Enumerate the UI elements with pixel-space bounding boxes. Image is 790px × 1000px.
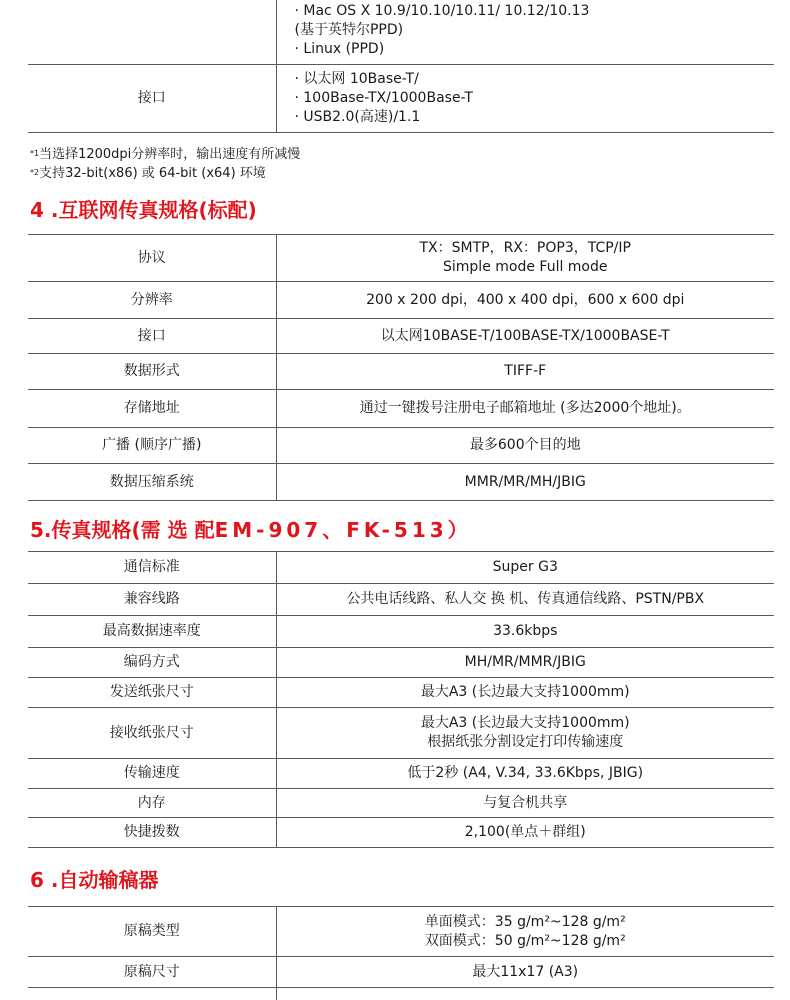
row-label: 原稿类型: [28, 907, 276, 957]
value-line: · 100Base-TX/1000Base-T: [294, 89, 473, 106]
row-value: 公共电话线路、私人交 换 机、传真通信线路、PSTN/PBX: [276, 584, 774, 616]
row-label: 广播 (顺序广播): [28, 428, 276, 464]
table-row: [28, 988, 774, 1000]
table-row: [28, 464, 774, 501]
table-row: [28, 907, 774, 957]
table-row: [28, 235, 774, 282]
row-value: 最大A3 (长边最大支持1000mm): [276, 678, 774, 708]
row-label: [28, 0, 276, 64]
value-line: · 以太网 10Base-T/: [294, 70, 419, 87]
row-label: 编码方式: [28, 648, 276, 678]
table-row: [28, 584, 774, 616]
section-title-model: EM-907、FK-513）: [214, 518, 472, 542]
row-label: 快捷拨数: [28, 818, 276, 848]
row-value: [276, 0, 774, 64]
table-row: [28, 64, 774, 132]
row-value: [276, 988, 774, 1000]
section-title: 4 .互联网传真规格(标配): [30, 198, 257, 222]
row-label: 存储地址: [28, 390, 276, 428]
table-row: [28, 319, 774, 354]
row-value: TIFF-F: [276, 354, 774, 390]
row-label: [28, 988, 276, 1000]
footnote-text: 支持32-bit(x86) 或 64-bit (x64) 环境: [39, 166, 266, 181]
table-row: [28, 648, 774, 678]
row-value: 通过一键拨号注册电子邮箱地址 (多达2000个地址)。: [276, 390, 774, 428]
table-row: [28, 428, 774, 464]
row-label: 数据形式: [28, 354, 276, 390]
row-label: 传输速度: [28, 759, 276, 789]
table-row: [28, 818, 774, 848]
row-label: 协议: [28, 235, 276, 282]
row-label: 分辨率: [28, 282, 276, 319]
row-label: 发送纸张尺寸: [28, 678, 276, 708]
row-label: 接收纸张尺寸: [28, 708, 276, 759]
table-row: [28, 354, 774, 390]
os-interface-table: [28, 0, 774, 133]
table-row: [28, 759, 774, 789]
row-value: MMR/MR/MH/JBIG: [276, 464, 774, 501]
row-value: 最多600个目的地: [276, 428, 774, 464]
row-value: MH/MR/MMR/JBIG: [276, 648, 774, 678]
value-line: 单面模式：35 g/m²~128 g/m²: [424, 913, 626, 930]
footnote-mark: *2: [30, 168, 40, 177]
value-line: (基于英特尔PPD): [294, 22, 404, 39]
row-value: 200 x 200 dpi，400 x 400 dpi，600 x 600 dpi: [276, 282, 774, 319]
footnote: [30, 164, 266, 183]
table-row: [28, 957, 774, 988]
row-value: 以太网10BASE-T/100BASE-TX/1000BASE-T: [276, 319, 774, 354]
table-row: [28, 708, 774, 759]
section-title-prefix: 5.传真规格(需 选 配: [30, 518, 215, 542]
table-row: [28, 0, 774, 64]
value-line: 最大A3 (长边最大支持1000mm): [420, 715, 630, 731]
row-value: 低于2秒 (A4, V.34, 33.6Kbps, JBIG): [276, 759, 774, 789]
table-row: [28, 390, 774, 428]
row-label: 兼容线路: [28, 584, 276, 616]
row-value: 最大11x17 (A3): [276, 957, 774, 988]
row-label: 最高数据速率度: [28, 616, 276, 648]
value-line: TX：SMTP，RX：POP3，TCP/IP: [419, 240, 631, 256]
footnote-mark: *1: [30, 149, 40, 158]
row-label: 通信标准: [28, 552, 276, 584]
row-value: 与复合机共享: [276, 789, 774, 818]
internet-fax-table: [28, 234, 774, 501]
row-label: 接口: [28, 319, 276, 354]
footnote: [30, 145, 300, 164]
section-title: [30, 517, 472, 543]
value-line: · Mac OS X 10.9/10.10/10.11/ 10.12/10.13: [294, 3, 590, 20]
value-line: · Linux (PPD): [294, 41, 385, 58]
row-label: 原稿尺寸: [28, 957, 276, 988]
value-line: · USB2.0(高速)/1.1: [294, 108, 421, 125]
value-line: 根据纸张分割设定打印传输速度: [427, 734, 624, 750]
row-value: [276, 64, 774, 132]
row-value: Super G3: [276, 552, 774, 584]
footnote-text: 当选择1200dpi分辨率时，输出速度有所减慢: [39, 147, 301, 162]
table-row: [28, 552, 774, 584]
section-title: 6 .自动输稿器: [30, 868, 159, 892]
value-line: Simple mode Full mode: [443, 259, 608, 275]
table-row: [28, 282, 774, 319]
value-line: 双面模式：50 g/m²~128 g/m²: [424, 932, 626, 949]
row-label: 数据压缩系统: [28, 464, 276, 501]
row-value: [276, 708, 774, 759]
table-row: [28, 678, 774, 708]
fax-spec-table: [28, 551, 774, 848]
table-row: [28, 789, 774, 818]
row-value: [276, 235, 774, 282]
row-value: 2,100(单点＋群组): [276, 818, 774, 848]
row-label: 接口: [28, 64, 276, 132]
row-label: 内存: [28, 789, 276, 818]
adf-table: [28, 906, 774, 1000]
row-value: 33.6kbps: [276, 616, 774, 648]
row-value: [276, 907, 774, 957]
table-row: [28, 616, 774, 648]
